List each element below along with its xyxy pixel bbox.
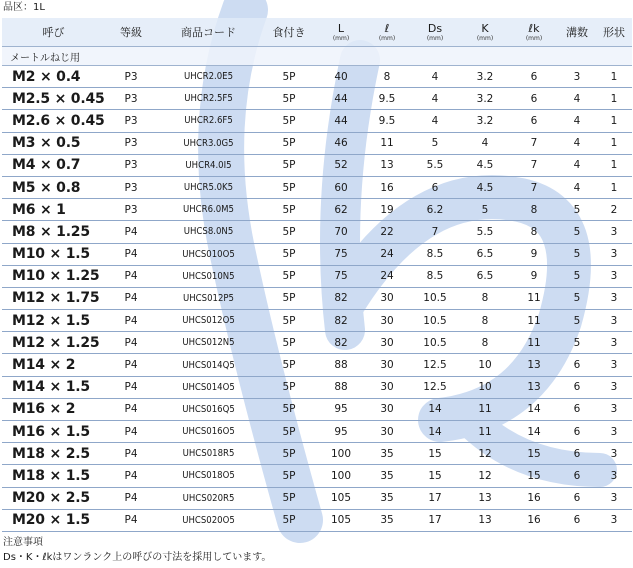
cell-lk: 8: [510, 221, 558, 243]
cell-size: M2.6 × 0.45: [2, 110, 105, 132]
cell-L: 82: [318, 332, 364, 354]
cell-L: 100: [318, 465, 364, 487]
table-row: [2, 376, 632, 398]
cell-Ds: 4: [410, 88, 460, 110]
cell-flutes: 4: [558, 88, 596, 110]
cell-flutes: 5: [558, 265, 596, 287]
cell-L: 75: [318, 243, 364, 265]
cell-Ds: 15: [410, 443, 460, 465]
table-row: [2, 398, 632, 420]
table-row: [2, 421, 632, 443]
cell-bite: 5P: [260, 221, 318, 243]
header-lk: ℓk (mm): [510, 18, 558, 47]
cell-L: 44: [318, 88, 364, 110]
table-row: [2, 154, 632, 176]
cell-lk: 11: [510, 287, 558, 309]
cell-size: M20 × 2.5: [2, 487, 105, 509]
cell-K: 4.5: [460, 176, 510, 198]
header-row: [2, 18, 632, 47]
cell-l: 11: [364, 132, 410, 154]
cell-size: M18 × 1.5: [2, 465, 105, 487]
cell-grade: P4: [105, 332, 157, 354]
cell-bite: 5P: [260, 199, 318, 221]
cell-flutes: 6: [558, 487, 596, 509]
cell-code: UHCR5.0K5: [157, 176, 260, 198]
cell-L: 100: [318, 443, 364, 465]
cell-lk: 9: [510, 243, 558, 265]
cell-lk: 6: [510, 66, 558, 88]
cell-size: M2 × 0.4: [2, 66, 105, 88]
cell-size: M10 × 1.25: [2, 265, 105, 287]
cell-bite: 5P: [260, 509, 318, 531]
cell-Ds: 8.5: [410, 265, 460, 287]
cell-K: 12: [460, 465, 510, 487]
notes-text: Ds・K・ℓkはワンランク上の呼びの寸法を採用しています。: [3, 552, 272, 563]
cell-K: 6.5: [460, 243, 510, 265]
cell-shape: 1: [596, 176, 632, 198]
table-row: [2, 332, 632, 354]
cell-L: 82: [318, 310, 364, 332]
cell-grade: P4: [105, 443, 157, 465]
cell-lk: 6: [510, 110, 558, 132]
cell-size: M12 × 1.25: [2, 332, 105, 354]
table-row: [2, 221, 632, 243]
cell-code: UHCS012O5: [157, 310, 260, 332]
cell-flutes: 5: [558, 199, 596, 221]
cell-L: 88: [318, 354, 364, 376]
spec-table-container: [2, 18, 632, 532]
cell-flutes: 4: [558, 176, 596, 198]
cell-size: M10 × 1.5: [2, 243, 105, 265]
cell-shape: 3: [596, 509, 632, 531]
cell-L: 82: [318, 287, 364, 309]
cell-K: 11: [460, 398, 510, 420]
cell-K: 3.2: [460, 66, 510, 88]
cell-K: 4.5: [460, 154, 510, 176]
cell-Ds: 4: [410, 66, 460, 88]
header-shape: 形状: [596, 18, 632, 47]
cell-K: 3.2: [460, 110, 510, 132]
cell-code: UHCS014O5: [157, 376, 260, 398]
cell-Ds: 17: [410, 509, 460, 531]
cell-bite: 5P: [260, 421, 318, 443]
cell-size: M18 × 2.5: [2, 443, 105, 465]
cell-grade: P3: [105, 132, 157, 154]
cell-K: 13: [460, 509, 510, 531]
cell-bite: 5P: [260, 265, 318, 287]
cell-l: 9.5: [364, 88, 410, 110]
cell-l: 30: [364, 310, 410, 332]
cell-lk: 15: [510, 465, 558, 487]
cell-shape: 2: [596, 199, 632, 221]
cell-lk: 8: [510, 199, 558, 221]
section-row: [2, 47, 632, 66]
cell-L: 105: [318, 487, 364, 509]
cell-grade: P4: [105, 421, 157, 443]
cell-code: UHCS016O5: [157, 421, 260, 443]
category-label: 品区：1L: [3, 2, 45, 13]
cell-Ds: 12.5: [410, 354, 460, 376]
cell-bite: 5P: [260, 354, 318, 376]
cell-bite: 5P: [260, 443, 318, 465]
cell-L: 60: [318, 176, 364, 198]
cell-size: M3 × 0.5: [2, 132, 105, 154]
table-row: [2, 199, 632, 221]
cell-Ds: 10.5: [410, 287, 460, 309]
cell-shape: 3: [596, 310, 632, 332]
table-row: [2, 176, 632, 198]
cell-K: 11: [460, 421, 510, 443]
cell-lk: 7: [510, 154, 558, 176]
cell-grade: P3: [105, 199, 157, 221]
cell-L: 75: [318, 265, 364, 287]
cell-code: UHCS012P5: [157, 287, 260, 309]
cell-lk: 13: [510, 376, 558, 398]
cell-code: UHCS8.0N5: [157, 221, 260, 243]
cell-bite: 5P: [260, 465, 318, 487]
cell-code: UHCS010N5: [157, 265, 260, 287]
cell-K: 12: [460, 443, 510, 465]
cell-l: 13: [364, 154, 410, 176]
cell-code: UHCR3.0G5: [157, 132, 260, 154]
cell-lk: 15: [510, 443, 558, 465]
cell-flutes: 5: [558, 221, 596, 243]
header-bite: 食付き: [260, 18, 318, 47]
cell-code: UHCS020R5: [157, 487, 260, 509]
table-row: [2, 310, 632, 332]
header-K: K (mm): [460, 18, 510, 47]
cell-L: 44: [318, 110, 364, 132]
cell-K: 4: [460, 132, 510, 154]
cell-code: UHCS012N5: [157, 332, 260, 354]
cell-shape: 3: [596, 287, 632, 309]
cell-Ds: 14: [410, 421, 460, 443]
cell-shape: 1: [596, 88, 632, 110]
cell-size: M6 × 1: [2, 199, 105, 221]
cell-flutes: 6: [558, 509, 596, 531]
cell-grade: P3: [105, 66, 157, 88]
cell-shape: 3: [596, 376, 632, 398]
table-row: [2, 487, 632, 509]
cell-flutes: 6: [558, 443, 596, 465]
cell-grade: P4: [105, 243, 157, 265]
notes: [3, 535, 271, 565]
cell-l: 35: [364, 465, 410, 487]
cell-l: 24: [364, 243, 410, 265]
cell-Ds: 4: [410, 110, 460, 132]
cell-shape: 1: [596, 66, 632, 88]
cell-shape: 3: [596, 487, 632, 509]
cell-L: 70: [318, 221, 364, 243]
cell-code: UHCR6.0M5: [157, 199, 260, 221]
cell-Ds: 7: [410, 221, 460, 243]
cell-bite: 5P: [260, 154, 318, 176]
cell-lk: 14: [510, 421, 558, 443]
cell-bite: 5P: [260, 132, 318, 154]
cell-flutes: 4: [558, 154, 596, 176]
cell-bite: 5P: [260, 243, 318, 265]
cell-code: UHCS016Q5: [157, 398, 260, 420]
cell-lk: 16: [510, 487, 558, 509]
header-Ds: Ds (mm): [410, 18, 460, 47]
cell-L: 40: [318, 66, 364, 88]
cell-shape: 3: [596, 265, 632, 287]
cell-grade: P4: [105, 487, 157, 509]
header-grade: 等級: [105, 18, 157, 47]
cell-K: 5: [460, 199, 510, 221]
cell-size: M14 × 2: [2, 354, 105, 376]
cell-K: 8: [460, 310, 510, 332]
cell-bite: 5P: [260, 88, 318, 110]
cell-flutes: 6: [558, 465, 596, 487]
cell-code: UHCR2.5F5: [157, 88, 260, 110]
cell-flutes: 4: [558, 110, 596, 132]
cell-bite: 5P: [260, 487, 318, 509]
cell-shape: 3: [596, 421, 632, 443]
table-row: [2, 265, 632, 287]
cell-grade: P4: [105, 265, 157, 287]
cell-Ds: 8.5: [410, 243, 460, 265]
cell-Ds: 15: [410, 465, 460, 487]
cell-l: 24: [364, 265, 410, 287]
cell-flutes: 3: [558, 66, 596, 88]
cell-shape: 3: [596, 221, 632, 243]
cell-flutes: 4: [558, 132, 596, 154]
cell-bite: 5P: [260, 376, 318, 398]
cell-Ds: 6.2: [410, 199, 460, 221]
cell-grade: P4: [105, 465, 157, 487]
header-flutes: 溝数: [558, 18, 596, 47]
cell-l: 19: [364, 199, 410, 221]
table-row: [2, 243, 632, 265]
cell-l: 30: [364, 398, 410, 420]
cell-shape: 3: [596, 243, 632, 265]
cell-size: M16 × 2: [2, 398, 105, 420]
cell-bite: 5P: [260, 110, 318, 132]
table-row: [2, 465, 632, 487]
spec-table: [2, 18, 632, 532]
cell-flutes: 6: [558, 398, 596, 420]
cell-code: UHCR4.0I5: [157, 154, 260, 176]
table-row: [2, 132, 632, 154]
cell-code: UHCR2.0E5: [157, 66, 260, 88]
cell-size: M14 × 1.5: [2, 376, 105, 398]
cell-K: 13: [460, 487, 510, 509]
cell-lk: 7: [510, 176, 558, 198]
cell-K: 10: [460, 354, 510, 376]
cell-flutes: 6: [558, 421, 596, 443]
cell-Ds: 5.5: [410, 154, 460, 176]
cell-L: 88: [318, 376, 364, 398]
cell-lk: 9: [510, 265, 558, 287]
cell-flutes: 5: [558, 332, 596, 354]
cell-bite: 5P: [260, 287, 318, 309]
cell-size: M16 × 1.5: [2, 421, 105, 443]
cell-Ds: 12.5: [410, 376, 460, 398]
cell-grade: P3: [105, 154, 157, 176]
cell-Ds: 6: [410, 176, 460, 198]
cell-K: 5.5: [460, 221, 510, 243]
cell-flutes: 6: [558, 354, 596, 376]
cell-lk: 11: [510, 310, 558, 332]
cell-L: 105: [318, 509, 364, 531]
cell-code: UHCS018O5: [157, 465, 260, 487]
cell-lk: 16: [510, 509, 558, 531]
cell-L: 95: [318, 398, 364, 420]
table-row: [2, 287, 632, 309]
cell-grade: P4: [105, 310, 157, 332]
cell-flutes: 5: [558, 310, 596, 332]
header-code: 商品コード: [157, 18, 260, 47]
cell-grade: P4: [105, 509, 157, 531]
cell-size: M5 × 0.8: [2, 176, 105, 198]
cell-bite: 5P: [260, 398, 318, 420]
cell-shape: 1: [596, 132, 632, 154]
cell-code: UHCR2.6F5: [157, 110, 260, 132]
cell-l: 30: [364, 287, 410, 309]
cell-grade: P4: [105, 398, 157, 420]
cell-Ds: 10.5: [410, 332, 460, 354]
cell-bite: 5P: [260, 310, 318, 332]
cell-shape: 3: [596, 354, 632, 376]
cell-L: 46: [318, 132, 364, 154]
cell-l: 35: [364, 443, 410, 465]
cell-lk: 14: [510, 398, 558, 420]
cell-shape: 3: [596, 443, 632, 465]
cell-Ds: 17: [410, 487, 460, 509]
cell-l: 16: [364, 176, 410, 198]
cell-Ds: 10.5: [410, 310, 460, 332]
cell-shape: 1: [596, 110, 632, 132]
cell-Ds: 14: [410, 398, 460, 420]
cell-shape: 3: [596, 398, 632, 420]
table-row: [2, 509, 632, 531]
cell-K: 8: [460, 287, 510, 309]
cell-K: 6.5: [460, 265, 510, 287]
cell-bite: 5P: [260, 176, 318, 198]
header-L: L (mm): [318, 18, 364, 47]
header-size: 呼び: [2, 18, 105, 47]
cell-l: 35: [364, 509, 410, 531]
cell-size: M2.5 × 0.45: [2, 88, 105, 110]
table-row: [2, 443, 632, 465]
table-row: [2, 66, 632, 88]
cell-size: M12 × 1.75: [2, 287, 105, 309]
cell-shape: 3: [596, 465, 632, 487]
cell-lk: 13: [510, 354, 558, 376]
cell-K: 8: [460, 332, 510, 354]
cell-lk: 6: [510, 88, 558, 110]
cell-size: M20 × 1.5: [2, 509, 105, 531]
cell-lk: 7: [510, 132, 558, 154]
cell-l: 30: [364, 332, 410, 354]
cell-Ds: 5: [410, 132, 460, 154]
section-label: メートルねじ用: [2, 47, 632, 66]
header-l: ℓ (mm): [364, 18, 410, 47]
cell-size: M8 × 1.25: [2, 221, 105, 243]
table-row: [2, 88, 632, 110]
table-row: [2, 110, 632, 132]
cell-grade: P3: [105, 110, 157, 132]
cell-code: UHCS010O5: [157, 243, 260, 265]
cell-flutes: 5: [558, 287, 596, 309]
cell-size: M4 × 0.7: [2, 154, 105, 176]
cell-L: 62: [318, 199, 364, 221]
cell-L: 52: [318, 154, 364, 176]
cell-bite: 5P: [260, 66, 318, 88]
cell-l: 30: [364, 421, 410, 443]
cell-grade: P4: [105, 287, 157, 309]
cell-shape: 1: [596, 154, 632, 176]
cell-l: 8: [364, 66, 410, 88]
cell-K: 10: [460, 376, 510, 398]
cell-grade: P4: [105, 221, 157, 243]
cell-grade: P4: [105, 354, 157, 376]
notes-title: 注意事項: [3, 537, 43, 548]
cell-grade: P3: [105, 88, 157, 110]
cell-l: 22: [364, 221, 410, 243]
cell-l: 35: [364, 487, 410, 509]
cell-l: 9.5: [364, 110, 410, 132]
cell-code: UHCS018R5: [157, 443, 260, 465]
cell-size: M12 × 1.5: [2, 310, 105, 332]
table-row: [2, 354, 632, 376]
cell-grade: P4: [105, 376, 157, 398]
cell-shape: 3: [596, 332, 632, 354]
cell-code: UHCS014Q5: [157, 354, 260, 376]
cell-l: 30: [364, 376, 410, 398]
cell-bite: 5P: [260, 332, 318, 354]
cell-grade: P3: [105, 176, 157, 198]
cell-L: 95: [318, 421, 364, 443]
cell-flutes: 5: [558, 243, 596, 265]
cell-l: 30: [364, 354, 410, 376]
cell-code: UHCS020O5: [157, 509, 260, 531]
cell-flutes: 6: [558, 376, 596, 398]
cell-lk: 11: [510, 332, 558, 354]
cell-K: 3.2: [460, 88, 510, 110]
